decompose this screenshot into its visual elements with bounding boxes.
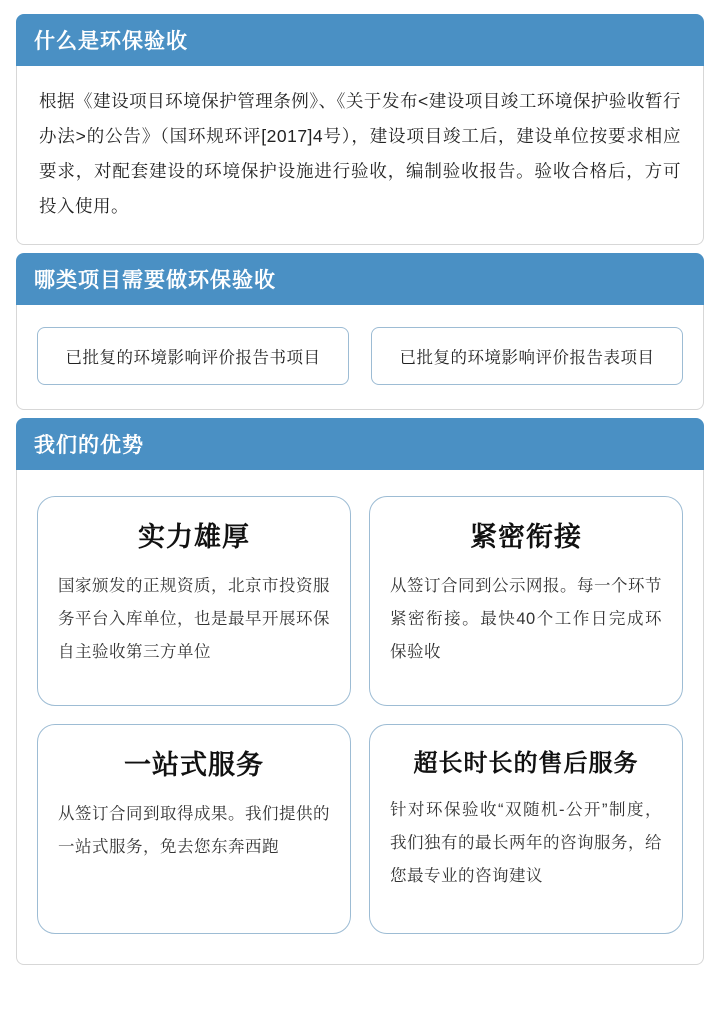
advantage-card-description: 从签订合同到公示网报。每一个环节紧密衔接。最快40个工作日完成环保验收 xyxy=(390,577,662,661)
section-which-projects xyxy=(16,253,704,410)
advantage-card xyxy=(37,496,351,706)
advantage-card-title: 超长时长的售后服务 xyxy=(413,750,639,777)
advantage-card xyxy=(369,724,683,934)
section-title-advantages: 我们的优势 xyxy=(16,418,704,470)
project-type-pill: 已批复的环境影响评价报告书项目 xyxy=(37,327,349,385)
advantage-card-description: 针对环保验收“双随机-公开”制度，我们独有的最长两年的咨询服务，给您最专业的咨询建议 xyxy=(390,801,662,885)
section-advantages xyxy=(16,418,704,965)
section-body-what-is xyxy=(16,66,704,245)
section-what-is xyxy=(16,14,704,245)
advantage-card-description: 国家颁发的正规资质，北京市投资服务平台入库单位，也是最早开展环保自主验收第三方单位 xyxy=(58,577,330,661)
advantage-card-title: 紧密衔接 xyxy=(470,522,582,552)
advantage-card-title: 一站式服务 xyxy=(124,750,264,780)
section-title-which-projects: 哪类项目需要做环保验收 xyxy=(16,253,704,305)
advantage-card xyxy=(369,496,683,706)
section-body-advantages xyxy=(16,470,704,965)
advantage-card-grid xyxy=(37,496,683,934)
intro-paragraph: 根据《建设项目环境保护管理条例》、《关于发布<建设项目竣工环境保护验收暂行办法>的公告》（国环规环评[2017]4号），建设项目竣工后，建设单位按要求相应要求，对配套建设的环境保护设施进行验收，编制验收报告。验收合格后，方可投入使用。 xyxy=(39,91,681,216)
section-title-what-is: 什么是环保验收 xyxy=(16,14,704,66)
advantage-card xyxy=(37,724,351,934)
project-type-pill: 已批复的环境影响评价报告表项目 xyxy=(371,327,683,385)
advantage-card-description: 从签订合同到取得成果。我们提供的一站式服务，免去您东奔西跑 xyxy=(58,805,330,856)
advantage-card-title: 实力雄厚 xyxy=(138,522,250,552)
section-body-which-projects xyxy=(16,305,704,410)
